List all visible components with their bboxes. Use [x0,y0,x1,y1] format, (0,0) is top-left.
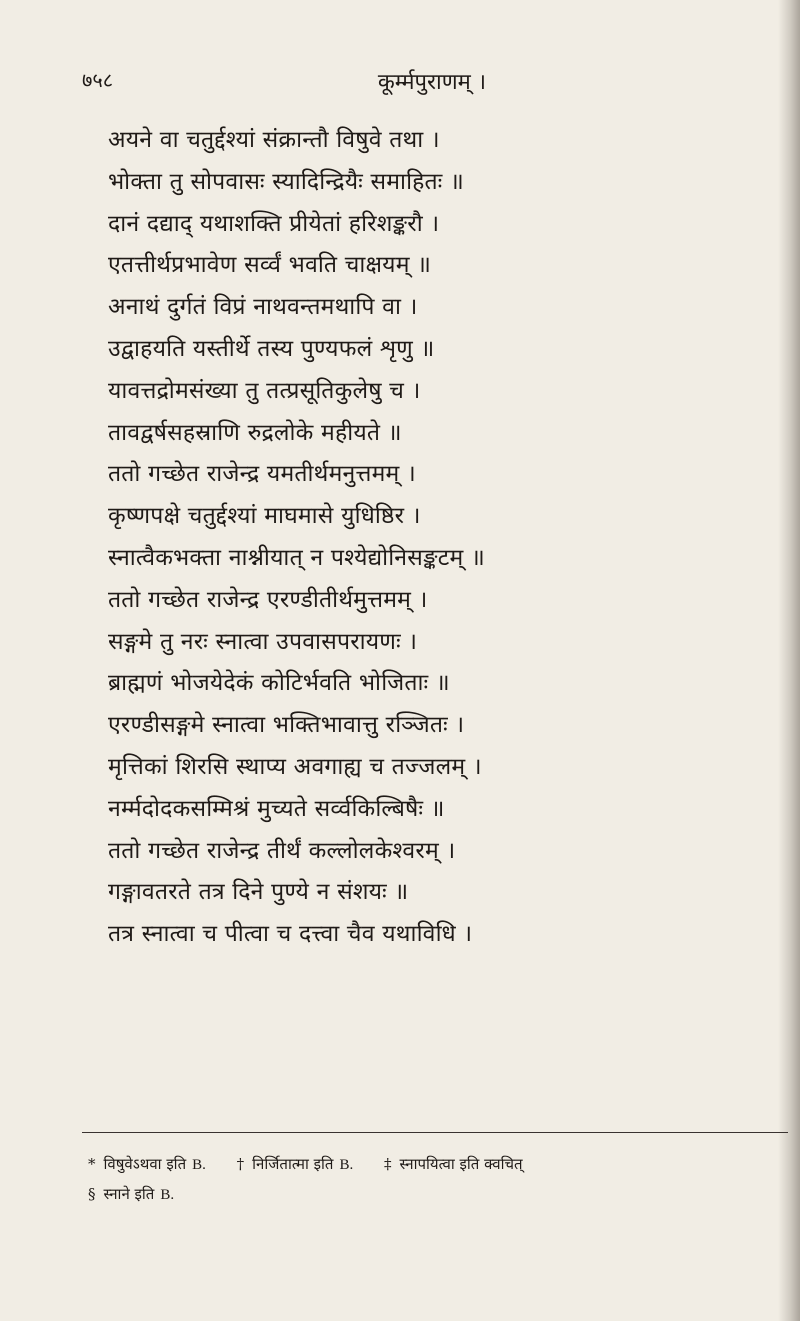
footnote-row [88,1179,788,1209]
verse-line: अनाथं दुर्गतं विप्रं नाथवन्तमथापि वा । [108,294,418,321]
verse-line: यावत्तद्रोमसंख्या तु तत्प्रसूतिकुलेषु च । [108,377,421,404]
footnote-marker: * [88,1155,96,1173]
verse-line: अयने वा चतुर्द्दश्यां संक्रान्तौ विषुवे तथा । [108,127,440,153]
footnotes [88,1149,788,1209]
footnote-ref: B. [192,1157,206,1173]
footnote-text: विषुवेऽथवा इति [103,1155,187,1173]
footnote [384,1149,523,1179]
verse-line: दानं दद्याद् यथाशक्ति प्रीयेतां हरिशङ्करौ । [108,210,440,237]
verse-line: उद्वाहयति यस्तीर्थे तस्य पुण्यफलं शृणु ॥ [108,335,435,362]
footnote [88,1149,206,1180]
page-header [82,66,722,96]
verse-line: ब्राह्मणं भोजयेदेकं कोटिर्भवति भोजिताः ॥ [108,670,450,697]
footnote-row [88,1149,788,1179]
verse-line: एतत्तीर्थप्रभावेण सर्व्वं भवति चाक्षयम् ॥ [108,252,432,279]
verse-line: तावद्वर्षसहस्राणि रुद्रलोके महीयते ॥ [108,419,402,446]
footnote-ref: B. [160,1187,175,1203]
verse-line: तत्र स्नात्वा च पीत्वा च दत्त्वा चैव यथाविधि । [108,921,473,948]
verse-line: ततो गच्छेत राजेन्द्र यमतीर्थमनुत्तमम् । [108,461,416,488]
footnote-divider [82,1132,788,1133]
verse-line: सङ्गमे तु नरः स्नात्वा उपवासपरायणः । [108,628,418,655]
verse-line: नर्म्मदोदकसम्मिश्रं मुच्यते सर्व्वकिल्बिषैः ॥ [108,795,445,822]
footnote-text: स्नापयित्वा इति क्वचित् [399,1155,523,1173]
verse-line: ततो गच्छेत राजेन्द्र एरण्डीतीर्थमुत्तमम् । [108,586,428,613]
verse-line: मृत्तिकां शिरसि स्थाप्य अवगाह्य च तज्जलम् । [108,753,482,780]
footnote [237,1149,354,1180]
verse-line: ततो गच्छेत राजेन्द्र तीर्थं कल्लोलकेश्वरम् । [108,837,456,864]
verse-line: कृष्णपक्षे चतुर्द्दश्यां माघमासे युधिष्ठिर । [108,503,421,530]
verse-line: स्नात्वैकभक्ता नाश्नीयात् न पश्येद्योनिसङ्कटम् ॥ [108,544,485,571]
footnote-ref: B. [339,1157,354,1173]
running-title: कूर्म्मपुराणम् । [377,70,487,95]
page-edge-shadow [778,0,800,1321]
footnote [88,1179,174,1210]
footnote-marker: § [88,1185,96,1203]
footnote-text: स्नाने इति [103,1185,155,1203]
page-number: ७५८ [82,68,114,92]
verse-line: एरण्डीसङ्गमे स्नात्वा भक्तिभावात्तु रञ्जितः । [108,712,465,739]
footnote-marker: † [236,1155,245,1173]
footnote-marker: ‡ [384,1155,392,1173]
verse-line: भोक्ता तु सोपवासः स्यादिन्द्रियैः समाहितः ॥ [108,168,464,195]
footnote-text: निर्जितात्मा इति [252,1155,334,1173]
verse-line: गङ्गावतरते तत्र दिने पुण्ये न संशयः ॥ [108,879,409,906]
verse-block [108,120,668,956]
